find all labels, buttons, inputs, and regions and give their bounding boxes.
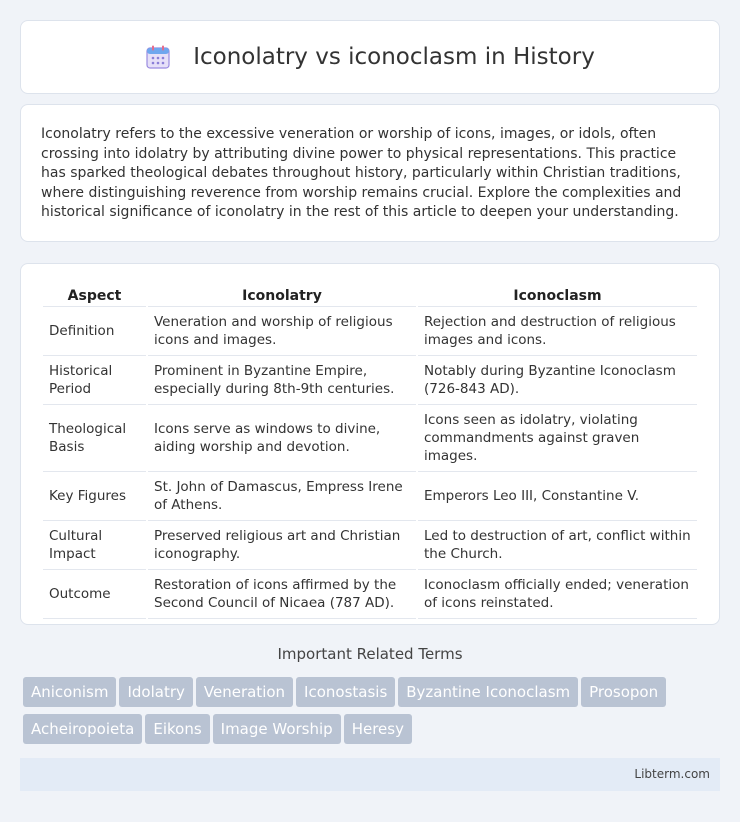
tag-iconostasis[interactable]: Iconostasis (296, 677, 395, 707)
related-terms-title: Important Related Terms (277, 645, 463, 663)
cell-iconolatry: Restoration of icons affirmed by the Second Council of Nicaea (787 AD). (147, 570, 417, 619)
tag-eikons[interactable]: Eikons (145, 714, 209, 744)
cell-iconoclasm: Emperors Leo III, Constantine V. (417, 472, 697, 521)
table-row (43, 472, 697, 521)
header-card (20, 20, 720, 94)
cell-iconolatry: Icons serve as windows to divine, aiding worship and devotion. (147, 405, 417, 472)
tag-heresy[interactable]: Heresy (344, 714, 412, 744)
cell-aspect: Historical Period (43, 356, 147, 405)
cell-iconoclasm: Icons seen as idolatry, violating commandments against graven images. (417, 405, 697, 472)
page-title: Iconolatry vs iconoclasm in History (193, 44, 595, 70)
tag-image-worship[interactable]: Image Worship (213, 714, 341, 744)
header-aspect: Aspect (43, 286, 147, 307)
cell-iconolatry: Prominent in Byzantine Empire, especially during 8th-9th centuries. (147, 356, 417, 405)
comparison-table (43, 286, 697, 619)
header-iconoclasm: Iconoclasm (417, 286, 697, 307)
cell-aspect: Definition (43, 307, 147, 356)
calendar-icon (145, 44, 171, 70)
cell-iconoclasm: Led to destruction of art, conflict within the Church. (417, 521, 697, 570)
related-terms-list (23, 677, 723, 751)
cell-aspect: Outcome (43, 570, 147, 619)
table-row (43, 356, 697, 405)
cell-iconoclasm: Notably during Byzantine Iconoclasm (726-843 AD). (417, 356, 697, 405)
header-iconolatry: Iconolatry (147, 286, 417, 307)
footer-site-link[interactable]: Libterm.com (634, 767, 710, 781)
table-header-row (43, 286, 697, 307)
tag-prosopon[interactable]: Prosopon (581, 677, 666, 707)
tag-aniconism[interactable]: Aniconism (23, 677, 116, 707)
tag-byzantine-iconoclasm[interactable]: Byzantine Iconoclasm (398, 677, 578, 707)
tag-idolatry[interactable]: Idolatry (119, 677, 192, 707)
tag-acheiropoieta[interactable]: Acheiropoieta (23, 714, 142, 744)
cell-iconolatry: St. John of Damascus, Empress Irene of Athens. (147, 472, 417, 521)
cell-aspect: Cultural Impact (43, 521, 147, 570)
cell-iconoclasm: Rejection and destruction of religious images and icons. (417, 307, 697, 356)
intro-card (20, 104, 720, 242)
footer (20, 758, 720, 791)
tag-veneration[interactable]: Veneration (196, 677, 293, 707)
cell-iconoclasm: Iconoclasm officially ended; veneration of icons reinstated. (417, 570, 697, 619)
table-row (43, 570, 697, 619)
intro-paragraph: Iconolatry refers to the excessive veneration or worship of icons, images, or idols, often crossing into idolatry by attributing divine power to physical representations. This practice has sparked theological debates throughout history, particularly within Christian traditions, where distinguishing reverence from worship remains crucial. Explore the complexities and historical significance of iconolatry in the rest of this article to deepen your understanding. (41, 126, 682, 221)
cell-iconolatry: Preserved religious art and Christian iconography. (147, 521, 417, 570)
table-row (43, 521, 697, 570)
table-row (43, 405, 697, 472)
table-row (43, 307, 697, 356)
comparison-table-card (20, 263, 720, 625)
cell-aspect: Theological Basis (43, 405, 147, 472)
cell-iconolatry: Veneration and worship of religious icons and images. (147, 307, 417, 356)
cell-aspect: Key Figures (43, 472, 147, 521)
